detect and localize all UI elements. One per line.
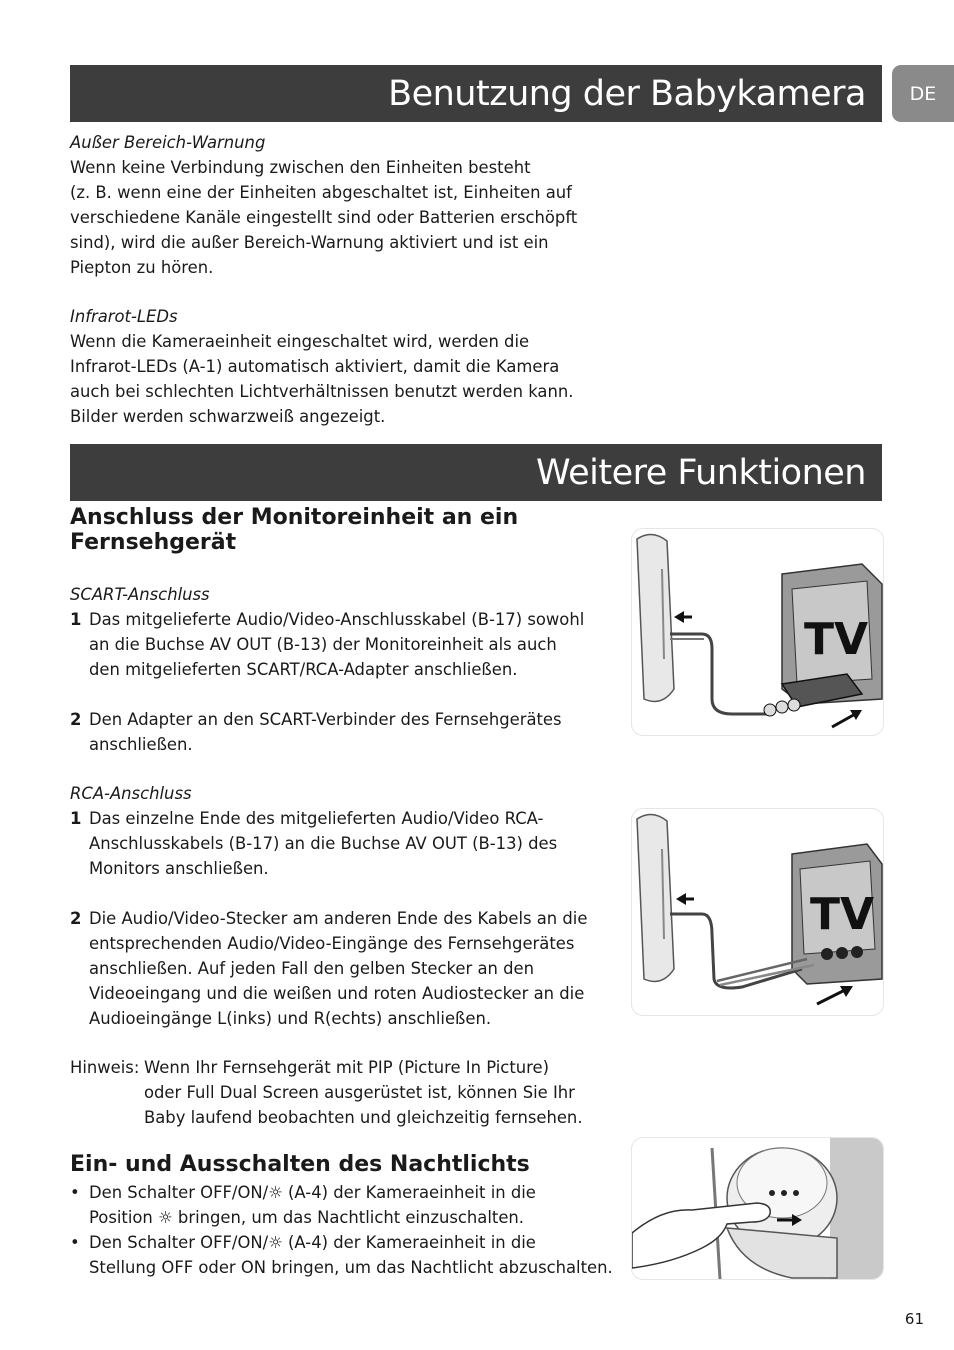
step-line: Den Adapter an den SCART-Verbinder des Fernsehgerätes [89,710,562,729]
bullet: • [70,1233,80,1252]
step-number: 1 [70,809,82,828]
list-item [70,1230,630,1280]
infrared-line: Bilder werden schwarzweiß angezeigt. [70,407,386,426]
step-line: anschließen. [89,735,193,754]
tv-label: TV [810,889,875,940]
rca-step [70,806,610,881]
step-number: 2 [70,909,82,928]
list-item-line: Den Schalter OFF/ON/☼ (A-4) der Kameraeinheit in die [89,1183,536,1202]
tv-connection-heading-line: Anschluss der Monitoreinheit an ein [70,505,519,530]
rca-step [70,906,610,1031]
step-line: Anschlusskabels (B-17) an die Buchse AV OUT (B-13) des [89,834,558,853]
page-header-banner [70,65,882,122]
step-line: entsprechenden Audio/Video-Eingänge des Fernsehgerätes [89,934,575,953]
rca-heading: RCA-Anschluss [70,784,192,803]
infrared-line: auch bei schlechten Lichtverhältnissen benutzt werden kann. [70,382,574,401]
rca-connection-illustration [631,808,884,1016]
infrared-line: Infrarot-LEDs (A-1) automatisch aktiviert, damit die Kamera [70,357,560,376]
step-line: Videoeingang und die weißen und roten Audiostecker an die [89,984,585,1003]
infrared-heading: Infrarot-LEDs [70,307,178,326]
tv-connection-heading-line: Fernsehgerät [70,530,237,555]
section-banner [70,444,882,501]
list-item-line: Den Schalter OFF/ON/☼ (A-4) der Kameraeinheit in die [89,1233,536,1252]
bullet: • [70,1183,80,1202]
step-line: Monitors anschließen. [89,859,269,878]
note-line: Wenn Ihr Fernsehgerät mit PIP (Picture In Picture) [144,1058,549,1077]
note-line: oder Full Dual Screen ausgerüstet ist, können Sie Ihr [144,1083,575,1102]
list-item [70,1180,630,1230]
nightlight-heading: Ein- und Ausschalten des Nachtlichts [70,1152,530,1177]
language-tab-label: DE [909,82,937,105]
out-of-range-section [70,130,577,280]
step-line: Die Audio/Video-Stecker am anderen Ende des Kabels an die [89,909,588,928]
list-item-line: Position ☼ bringen, um das Nachtlicht einzuschalten. [89,1208,525,1227]
tv-label: TV [804,614,869,665]
list-item-line: Stellung OFF oder ON bringen, um das Nachtlicht abzuschalten. [89,1258,613,1277]
note-label: Hinweis: [70,1058,140,1077]
out-of-range-line: (z. B. wenn eine der Einheiten abgeschaltet ist, Einheiten auf [70,183,572,202]
out-of-range-heading: Außer Bereich-Warnung [70,133,266,152]
note [70,1055,684,1130]
step-line: anschließen. Auf jeden Fall den gelben Stecker an den [89,959,534,978]
infrared-section [70,304,573,429]
rca-section [70,781,610,1031]
scart-connection-illustration [631,528,884,736]
step-number: 2 [70,710,82,729]
page-title: Benutzung der Babykamera [388,73,866,114]
section-title: Weitere Funktionen [536,452,866,493]
scart-step [70,707,610,757]
out-of-range-line: Piepton zu hören. [70,258,214,277]
step-line: den mitgelieferten SCART/RCA-Adapter anschließen. [89,660,518,679]
infrared-line: Wenn die Kameraeinheit eingeschaltet wird, werden die [70,332,530,351]
scart-step [70,607,610,682]
out-of-range-line: Wenn keine Verbindung zwischen den Einheiten besteht [70,158,531,177]
step-number: 1 [70,610,82,629]
scart-heading: SCART-Anschluss [70,585,210,604]
page-number: 61 [904,1310,924,1328]
language-tab [892,65,954,122]
step-line: an die Buchse AV OUT (B-13) der Monitoreinheit als auch [89,635,557,654]
step-line: Das einzelne Ende des mitgelieferten Audio/Video RCA- [89,809,544,828]
tv-connection-heading [70,505,518,555]
note-line: Baby laufend beobachten und gleichzeitig fernsehen. [144,1108,583,1127]
nightlight-switch-illustration [631,1137,884,1280]
step-line: Das mitgelieferte Audio/Video-Anschlusskabel (B-17) sowohl [89,610,585,629]
nightlight-list [70,1180,630,1280]
out-of-range-line: sind), wird die außer Bereich-Warnung aktiviert und ist ein [70,233,549,252]
step-line: Audioeingänge L(inks) und R(echts) anschließen. [89,1009,492,1028]
scart-section [70,582,610,757]
out-of-range-line: verschiedene Kanäle eingestellt sind oder Batterien erschöpft [70,208,578,227]
